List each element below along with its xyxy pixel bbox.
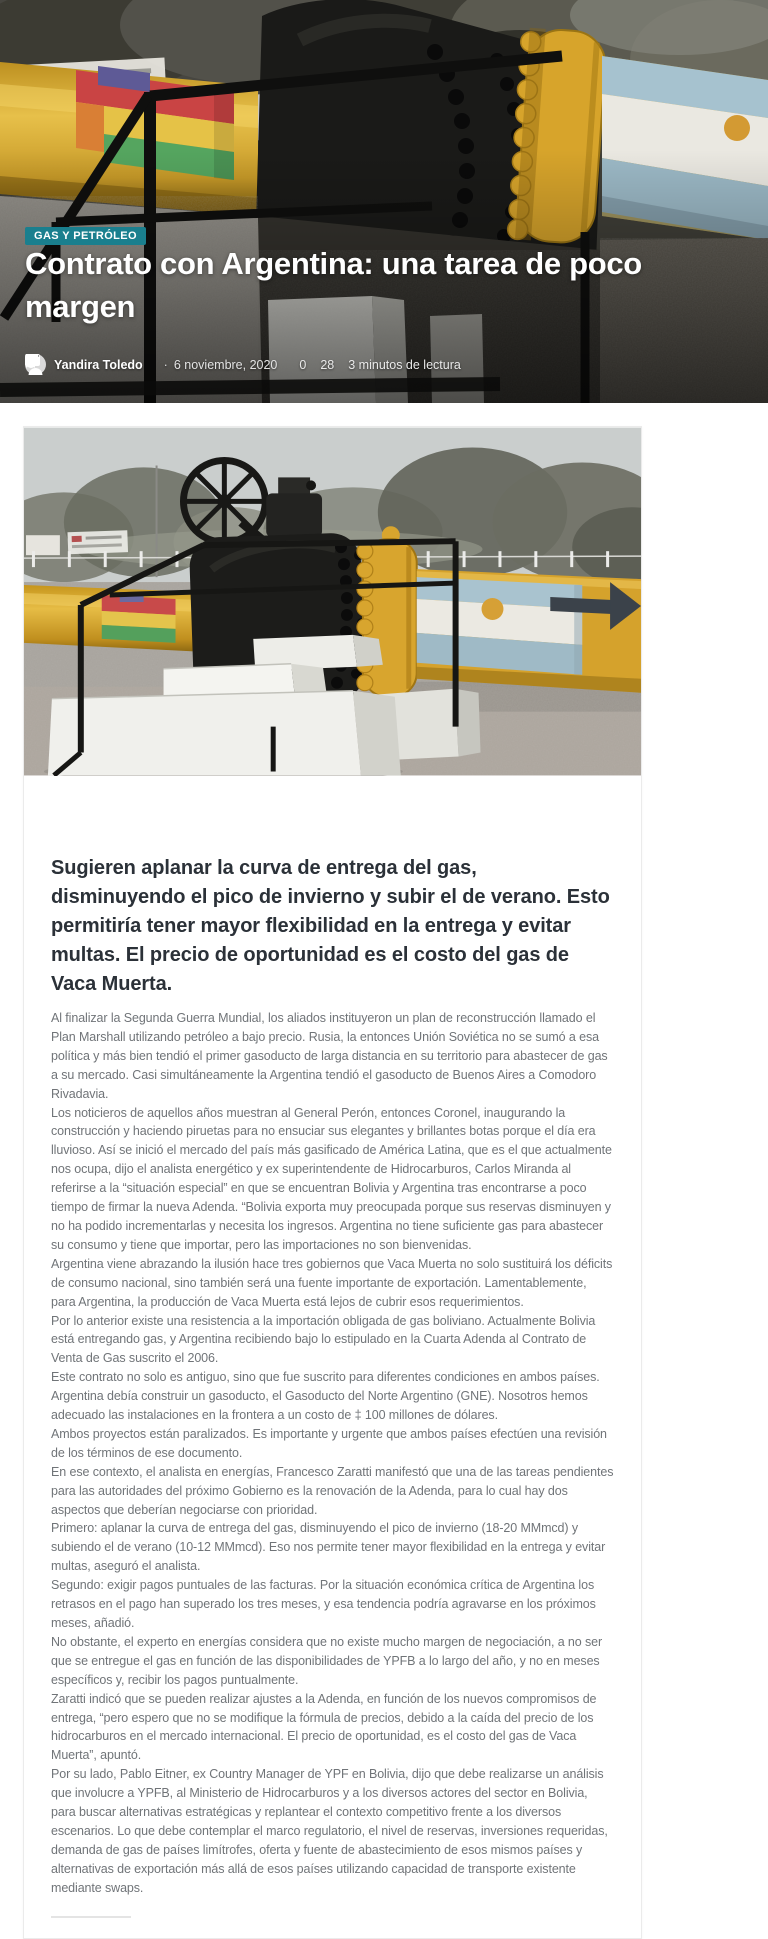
- paragraph: No obstante, el experto en energías considera que no existe mucho margen de negociación, a no ser que se entregue el gas en función de las disponibilidades de YPFB a lo largo del año, y no en meses específicos y, recibir los pagos puntualmente.: [51, 1634, 603, 1687]
- category-badge[interactable]: GAS Y PETRÓLEO: [25, 227, 146, 245]
- comments-count[interactable]: 0: [299, 358, 306, 372]
- post-date: 6 noviembre, 2020: [173, 357, 278, 372]
- hero-content: [0, 0, 768, 403]
- article-image: [24, 427, 641, 776]
- paragraph: Al finalizar la Segunda Guerra Mundial, los aliados instituyeron un plan de reconstrucción llamado el Plan Marshall utilizando petróleo a bajo precio. Rusia, la entonces Unión Soviética no se sumó a esa política y más bien tendió el primer gasoducto de larga distancia en su territorio para abastecer de gas a su mercado. Casi simultáneamente la Argentina tendió el gasoducto de Buenos Aires a Comodoro Rivadavia.: [51, 1011, 608, 1101]
- paragraph: Argentina viene abrazando la ilusión hace tres gobiernos que Vaca Muerta no solo sustituirá los déficits de consumo nacional, sino también será una fuente importante de exportación. Lamentablemente, para Argentina, la producción de Vaca Muerta está lejos de cubrir esos requerimientos.: [51, 1256, 613, 1309]
- divider: [51, 1916, 131, 1918]
- paragraph: Por su lado, Pablo Eitner, ex Country Manager de YPF en Bolivia, dijo que debe realizarse un análisis que involucre a YPFB, al Ministerio de Hidrocarburos y a los diversos actores del sector en Bolivia, para buscar alternativas estratégicas y replantear el contexto competitivo frente a los diversos escenarios. Lo que debe contemplar el marco regulatorio, el nivel de reservas, inversiones requeridas, demanda de gas de países limítrofes, oferta y fuente de abastecimiento de esos mismos países y alternativas de exportación más allá de esos países utilizando capacidad de transporte existente mediante swaps.: [51, 1767, 608, 1895]
- article-card: [23, 426, 642, 1939]
- paragraph: Zaratti indicó que se pueden realizar ajustes a la Adenda, en función de los nuevos compromisos de entrega, “pero espero que no se modifique la fórmula de precios, debido a la caída del precio de los hidrocarburos en el mercado internacional. El precio de oportunidad, es el costo del gas de Vaca Muerta”, apuntó.: [51, 1691, 597, 1763]
- read-time: 3 minutos de lectura: [348, 358, 461, 372]
- paragraph: Ambos proyectos están paralizados. Es importante y urgente que ambos países efectúen una revisión de los términos de ese documento.: [51, 1426, 607, 1460]
- paragraph: Segundo: exigir pagos puntuales de las facturas. Por la situación económica crítica de Argentina los retrasos en el pago han superado los tres meses, y esa tendencia podría agravarse en los próximos meses, añadió.: [51, 1578, 596, 1630]
- page-title: Contrato con Argentina: una tarea de poco margen: [25, 246, 642, 324]
- post-meta: [25, 354, 475, 375]
- paragraph: Los noticieros de aquellos años muestran al General Perón, entonces Coronel, inaugurando la construcción y haciendo piruetas para no ensuciar sus elegantes y brillantes botas porque el día era lluvioso. Así se inició el mercado del país más gasificado de América Latina, que es el que actualmente nos ocupa, dijo el analista energético y ex superintendente de Hidrocarburos, Carlos Miranda al referirse a la “situación especial” en que se encuentran Bolivia y Argentina tras encontrarse a poco tiempo de firmar la nueva Adenda. “Bolivia exporta muy preocupada porque sus reservas disminuyen y no ha podido incrementarlas y necesita los ingresos. Argentina no tiene suficiente gas para abastecer su consumo y tiene que importar, pero las importaciones no son bienvenidas.: [51, 1105, 612, 1252]
- article-subtitle: Sugieren aplanar la curva de entrega del gas, disminuyendo el pico de invierno y subir el de verano. Esto permitiría tener mayor flexibilidad en la entrega y evitar multas. El precio de oportunidad es el costo del gas de Vaca Muerta.: [51, 857, 610, 995]
- author-link[interactable]: Yandira Toledo: [54, 357, 143, 372]
- views-count[interactable]: 28: [320, 358, 334, 372]
- meta-separator: ·: [163, 357, 168, 372]
- paragraph: En ese contexto, el analista en energías, Francesco Zaratti manifestó que una de las tareas pendientes para las autoridades del próximo Gobierno es la renovación de la Adenda, para lo cual hay dos aspectos que deberían negociarse con prioridad.: [51, 1464, 614, 1517]
- paragraph: Este contrato no solo es antiguo, sino que fue suscrito para diferentes condiciones en ambos países. Argentina debía construir un gasoducto, el Gasoducto del Norte Argentino (GNE). Nosotros hemos adecuado las instalaciones en la frontera a un costo de ‡ 100 millones de dólares.: [51, 1370, 600, 1423]
- paragraph: Por lo anterior existe una resistencia a la importación obligada de gas boliviano. Actualmente Bolivia está entregando gas, y Argentina recibiendo bajo lo estipulado en la Cuarta Adenda al Contrato de Venta de Gas suscrito el 2006.: [51, 1313, 596, 1366]
- paragraph: Primero: aplanar la curva de entrega del gas, disminuyendo el pico de invierno (18-20 MMmcd) y subiendo el de verano (10-12 MMmcd). Eso nos permite tener mayor flexibilidad en la entrega y evitar multas, aseguró el analista.: [51, 1521, 606, 1574]
- hero: [0, 0, 768, 403]
- bookmark-icon: [25, 354, 36, 368]
- article-body: [24, 776, 641, 1938]
